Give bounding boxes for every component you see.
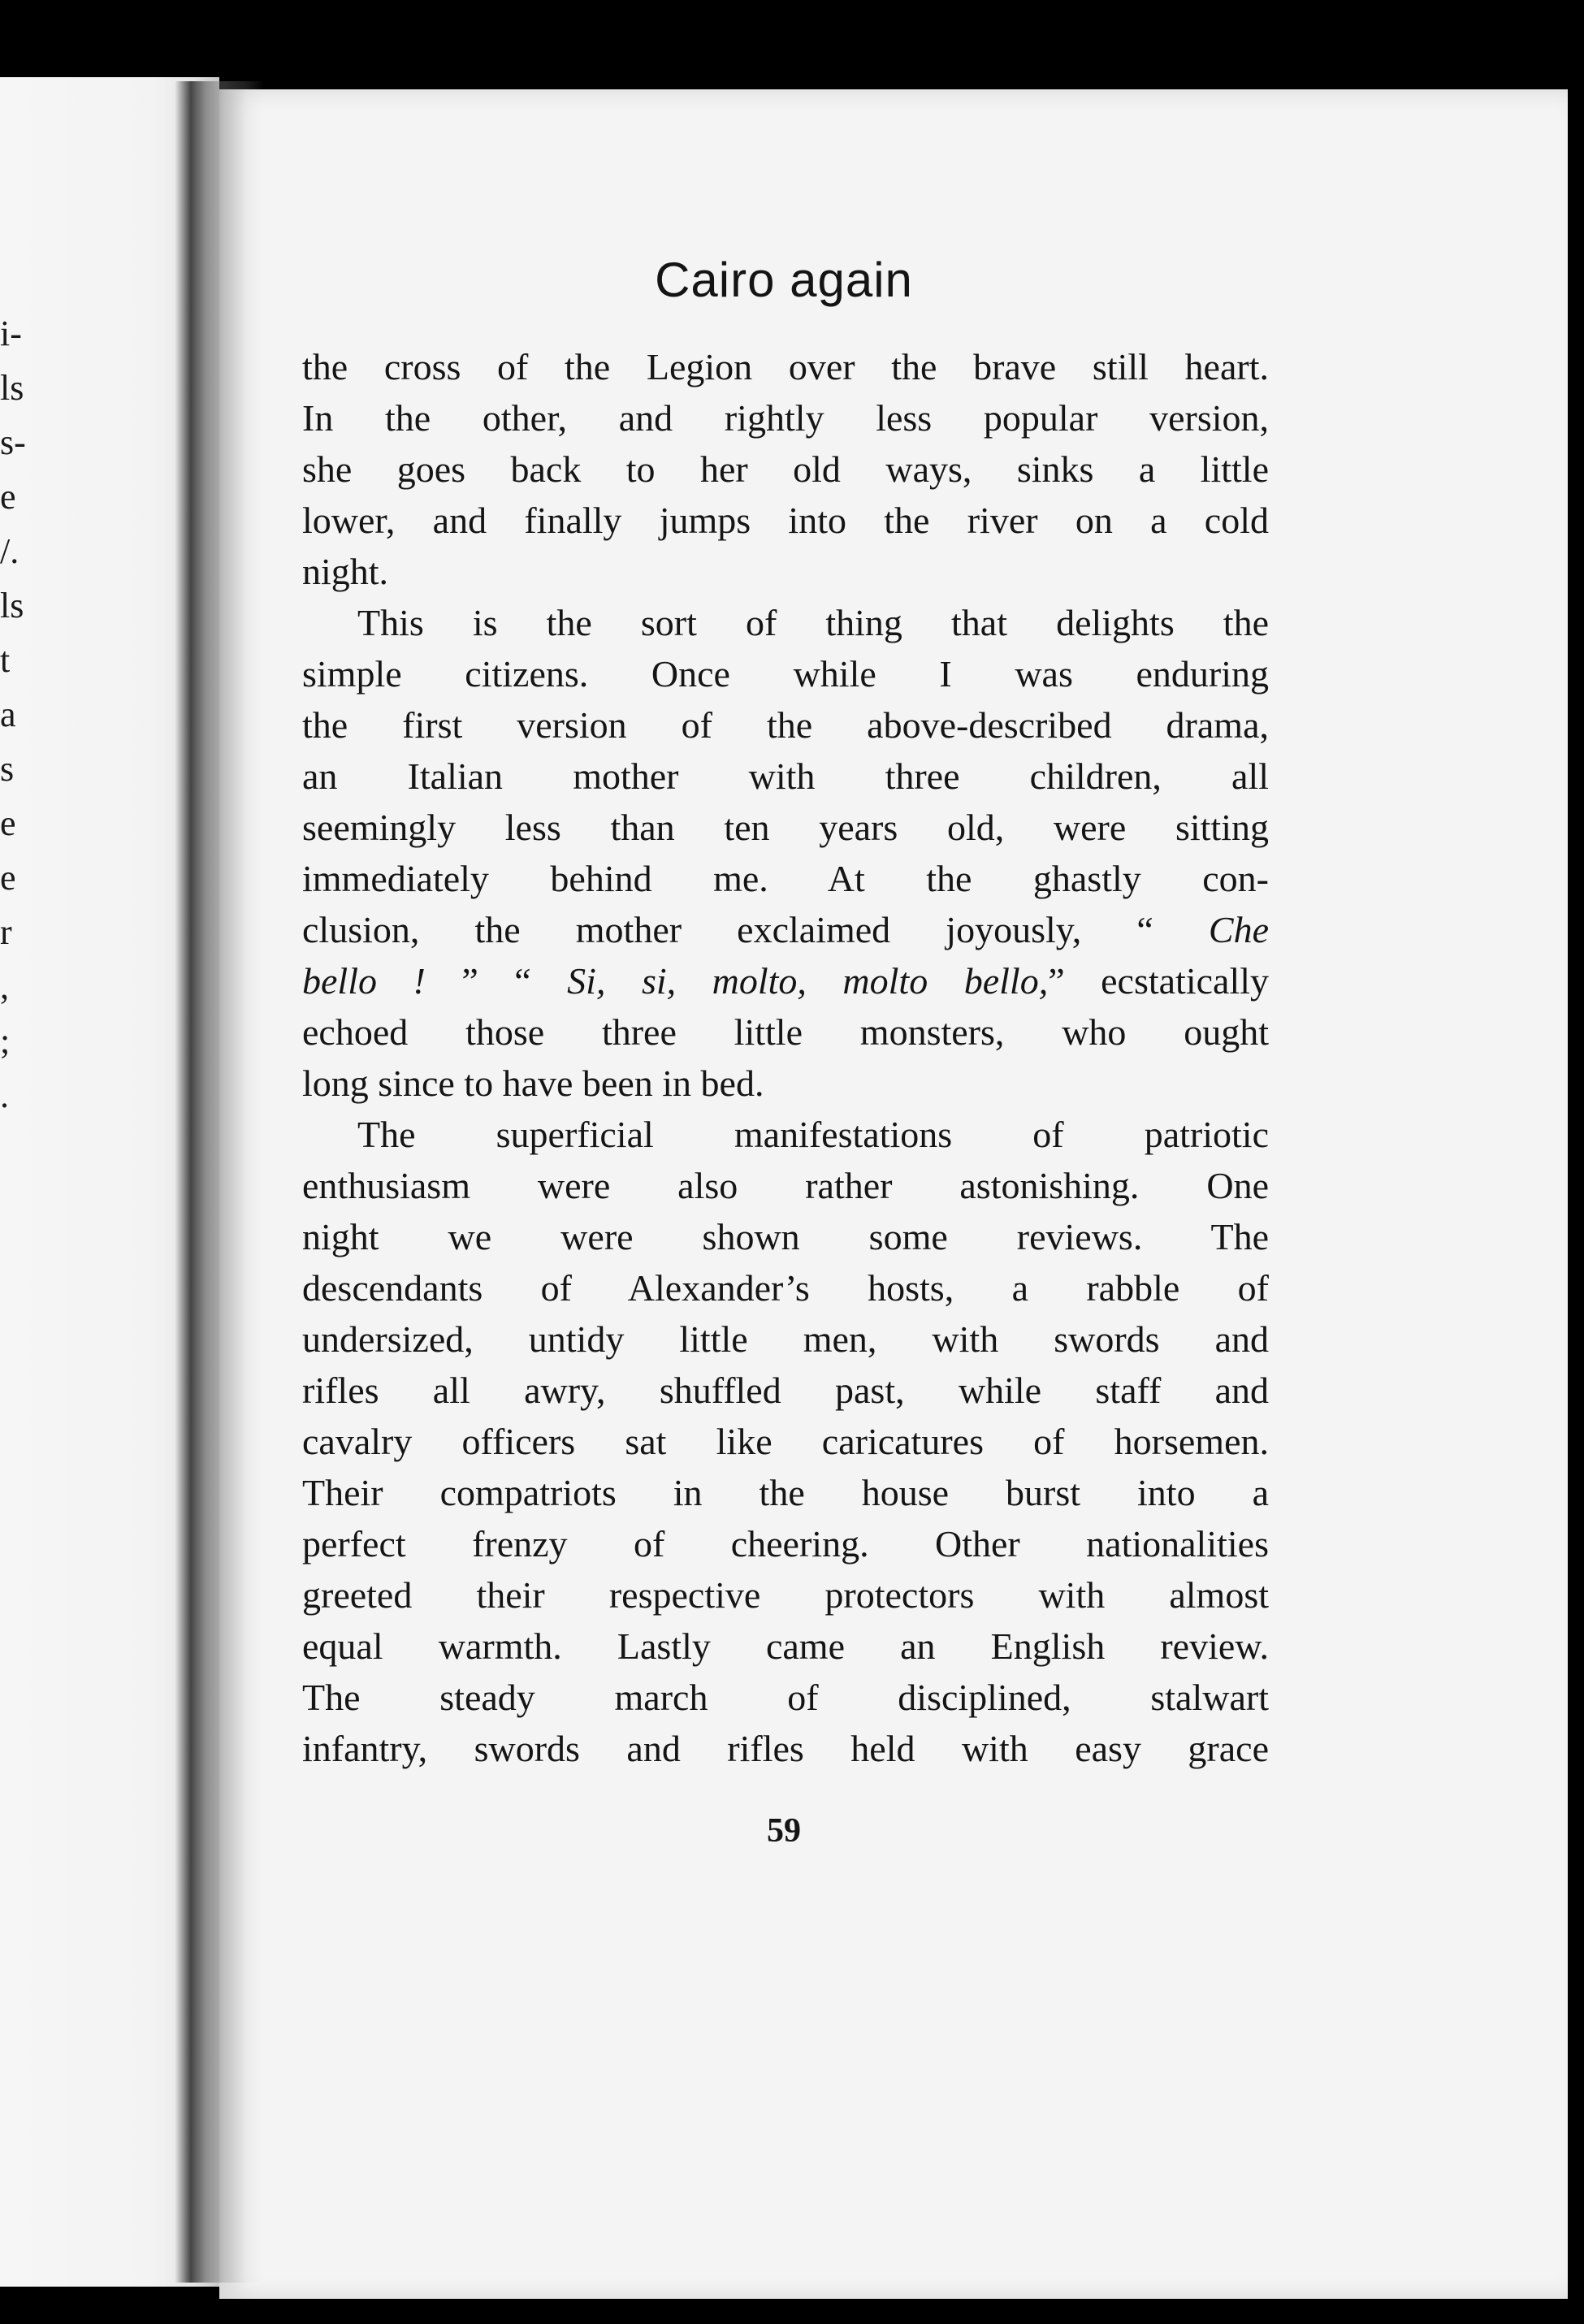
fragment-line: e [0,803,16,843]
text-line: clusion, the mother exclaimed joyously, “ Che [302,909,1269,950]
text-line: Their compatriots in the house burst into a [302,1472,1269,1513]
text-line: the first version of the above-described drama, [302,704,1269,746]
previous-page-text-fragments [0,306,65,1123]
text-line: descendants of Alexander’s hosts, a rabble of [302,1267,1269,1309]
text-line: the cross of the Legion over the brave still heart. [302,346,1269,387]
text-line: rifles all awry, shuffled past, while staff and [302,1370,1269,1411]
text-line: seemingly less than ten years old, were sitting [302,807,1269,848]
fragment-line: r [0,912,12,952]
fragment-line: ; [0,1021,11,1061]
text-line: infantry, swords and rifles held with easy grace [302,1728,1269,1769]
fragment-line: a [0,695,16,734]
text-line: greeted their respective protectors with almost [302,1574,1269,1616]
page-number: 59 [767,1812,801,1850]
fragment-line: . [0,1075,9,1115]
fragment-line: e [0,858,16,898]
text-line: she goes back to her old ways, sinks a little [302,448,1269,490]
fragment-line: ls [0,368,24,408]
text-line: long since to have been in bed. [302,1062,764,1104]
paragraph-start-line: The superficial manifestations of patriotic [357,1114,1269,1155]
italic-phrase: bello ! [302,960,426,1002]
book-page [219,89,1568,2299]
text-line: night. [302,551,389,592]
italic-phrase: Si, si, molto, molto bello, [567,960,1049,1002]
text-line: bello ! ” “ Si, si, molto, molto bello,” ecstatically [302,960,1269,1002]
running-head: Cairo again [655,253,913,307]
fragment-line: i- [0,314,22,353]
text-line: simple citizens. Once while I was enduring [302,653,1269,695]
fragment-line: s- [0,422,26,462]
paragraph-start-line: This is the sort of thing that delights the [357,602,1269,643]
text-line: perfect frenzy of cheering. Other nationalities [302,1523,1269,1564]
text-line: cavalry officers sat like caricatures of horsemen. [302,1421,1269,1462]
fragment-line: e [0,477,16,517]
text-line: enthusiasm were also rather astonishing. One [302,1165,1269,1206]
text-line: The steady march of disciplined, stalwart [302,1677,1269,1718]
text-line: night we were shown some reviews. The [302,1216,1269,1257]
binding-gutter-shadow [175,81,264,2283]
text-line: echoed those three little monsters, who ought [302,1011,1269,1053]
fragment-line: , [0,967,9,1006]
text-line: equal warmth. Lastly came an English review. [302,1625,1269,1667]
text-line: an Italian mother with three children, all [302,755,1269,797]
fragment-line: /. [0,531,19,571]
fragment-line: t [0,640,11,680]
text-line: immediately behind me. At the ghastly con- [302,858,1269,899]
text-line: lower, and finally jumps into the river on a cold [302,500,1269,541]
italic-phrase: Che [1208,909,1269,950]
fragment-line: s [0,749,15,789]
text-line: In the other, and rightly less popular version, [302,397,1269,439]
text-line: undersized, untidy little men, with swords and [302,1318,1269,1360]
body-text [302,341,1269,1774]
fragment-line: ls [0,586,24,625]
